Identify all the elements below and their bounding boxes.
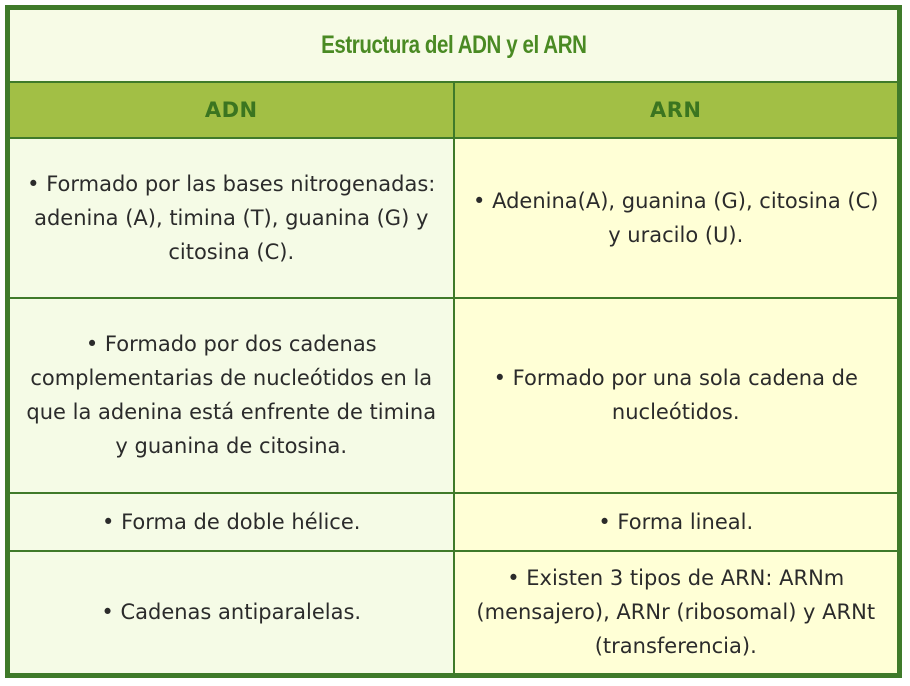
cell-arn-forma: • Forma lineal. — [454, 493, 899, 551]
cell-adn-antiparalelas: • Cadenas antiparalelas. — [9, 551, 454, 674]
header-row — [9, 82, 898, 139]
table-title-cell — [9, 9, 898, 82]
cell-adn-cadenas: • Formado por dos cadenas complementarias de nucleótidos en la que la adenina está enfrente de timina y guanina de citosina. — [9, 298, 454, 494]
table-row — [9, 138, 898, 297]
comparison-table-container — [5, 5, 902, 678]
cell-adn-bases: • Formado por las bases nitrogenadas: adenina (A), timina (T), guanina (G) y citosina (C). — [9, 138, 454, 297]
table-row — [9, 298, 898, 494]
header-arn: ARN — [454, 82, 899, 139]
cell-adn-forma: • Forma de doble hélice. — [9, 493, 454, 551]
title-row — [9, 9, 898, 82]
cell-arn-cadenas: • Formado por una sola cadena de nucleótidos. — [454, 298, 899, 494]
adn-arn-comparison-table — [8, 8, 899, 675]
table-row — [9, 551, 898, 674]
header-adn: ADN — [9, 82, 454, 139]
cell-arn-tipos: • Existen 3 tipos de ARN: ARNm (mensajero), ARNr (ribosomal) y ARNt (transferencia). — [454, 551, 899, 674]
table-row — [9, 493, 898, 551]
table-title: Estructura del ADN y el ARN — [320, 31, 587, 60]
cell-arn-bases: • Adenina(A), guanina (G), citosina (C) y uracilo (U). — [454, 138, 899, 297]
